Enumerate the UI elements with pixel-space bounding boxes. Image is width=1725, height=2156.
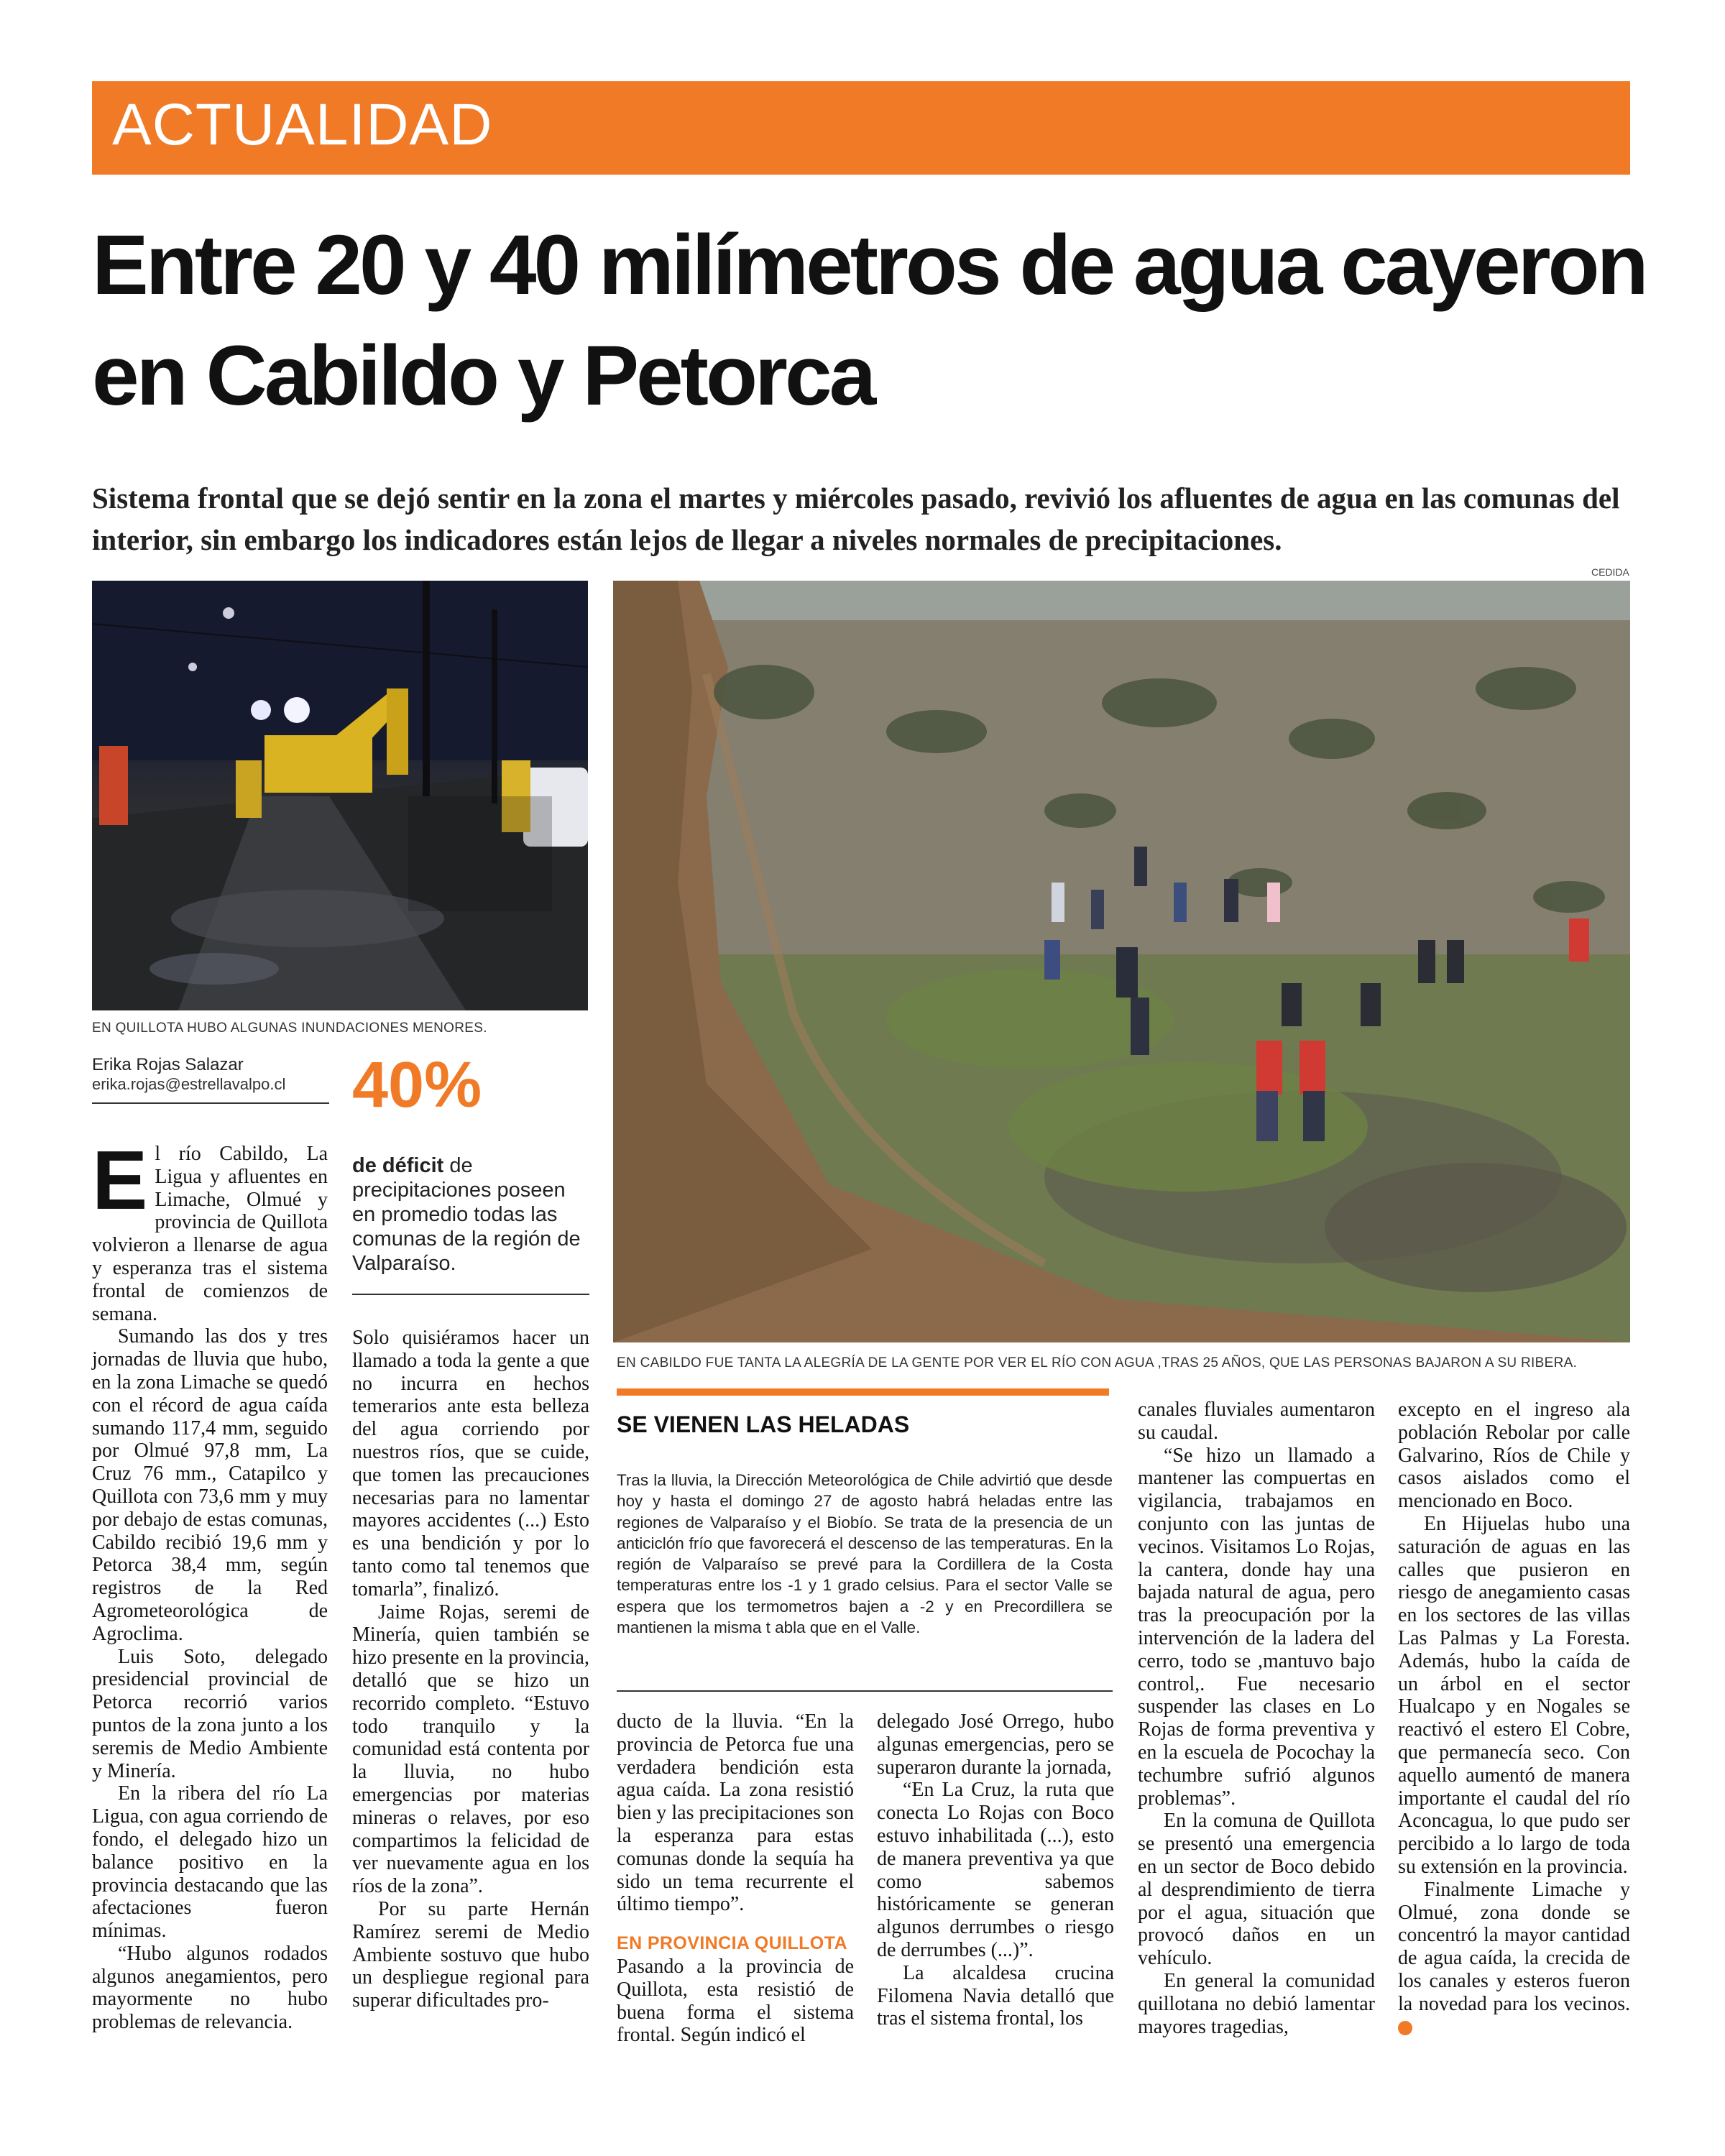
article-column-5 [1138, 1399, 1375, 2038]
subsection-heading [617, 1932, 854, 1955]
paragraph: En la ribera del río La Ligua, con agua corriendo de fondo, el delegado hizo un balance positivo en la provincia destacando que las afectaciones fueron mínimas. [92, 1782, 328, 1943]
photo-quillota-flooding [92, 581, 588, 1010]
stat-text: de precipitaciones poseen en promedio todas las comunas de la región de Valparaíso. [352, 1154, 581, 1275]
end-of-article-icon: + [1398, 2021, 1412, 2035]
paragraph: La alcaldesa crucina Filomena Navia detalló que tras el sistema frontal, los [877, 1961, 1114, 2030]
photo-cabildo-river [613, 581, 1630, 1342]
paragraph: “En La Cruz, la ruta que conecta Lo Rojas con Boco estuvo inhabilitada (...), esto de manera preventiva ya que como sabemos históricamente se generan algunos derrumbes o riesgo de derrumbes (...)”. [877, 1779, 1114, 1961]
paragraph: Solo quisiéramos hacer un llamado a toda la gente a que no incurra en hechos temerarios ante esta belleza del agua corriendo por nuestros ríos, que se cuide, que tomen las precauciones necesarias para no lamentar mayores accidentes (...) Esto es una bendición y por lo tanto como tal tenemos que tomarla”, finalizó. [352, 1327, 589, 1600]
author-email: erika.rojas@estrellavalpo.cl [92, 1075, 286, 1093]
photo-credit: CEDIDA [1591, 566, 1629, 578]
section-label: ACTUALIDAD [112, 92, 493, 157]
paragraph: En general la comunidad quillotana no debió lamentar mayores tragedias, [1138, 1969, 1375, 2038]
stat-divider [352, 1294, 589, 1295]
paragraph: Luis Soto, delegado presidencial provincial de Petorca recorrió varios puntos de la zona junto a los seremis de Medio Ambiente y Minería. [92, 1645, 328, 1782]
paragraph-text: Finalmente Limache y Olmué, zona donde se concentró la mayor cantidad de agua caída, la crecida de los canales y esteros fueron la novedad para los vecinos. [1398, 1878, 1630, 2015]
article-column-4 [877, 1710, 1114, 2030]
caption-quillota: EN QUILLOTA HUBO ALGUNAS INUNDACIONES MENORES. [92, 1021, 487, 1036]
photo-quillota-illustration [92, 581, 588, 1010]
article-column-3 [617, 1710, 854, 2047]
paragraph: excepto en el ingreso ala población Rebolar por calle Galvarino, Ríos de Chile y casos aislados como el mencionado en Boco. [1398, 1399, 1630, 1513]
box-divider [617, 1690, 1113, 1692]
paragraph [92, 1133, 328, 1325]
caption-cabildo: EN CABILDO FUE TANTA LA ALEGRÍA DE LA GENTE POR VER EL RÍO CON AGUA ,TRAS 25 AÑOS, QUE LAS PERSONAS BAJARON A SU RIBERA. [617, 1355, 1578, 1370]
paragraph: Pasando a la provincia de Quillota, esta resistió de buena forma el sistema frontal. Según indicó el [617, 1955, 854, 2047]
paragraph [1398, 1879, 1630, 2039]
box-accent-bar [617, 1388, 1109, 1396]
author-name: Erika Rojas Salazar [92, 1055, 244, 1074]
paragraph: Sumando las dos y tres jornadas de lluvia que hubo, en la zona Limache se quedó con el récord de agua caída sumando 117,4 mm, seguido por Olmué 97,8 mm, La Cruz 76 mm., Catapilco y Quillota con 73,6 mm y muy por debajo de estas comunas, Cabildo recibió 19,6 mm y Petorca 38,4 mm, según registros de la Red Agrometeorológica de Agroclima. [92, 1325, 328, 1645]
paragraph: “Se hizo un llamado a mantener las compuertas en vigilancia, trabajamos en conjunto con las juntas de vecinos. Visitamos Lo Rojas, la cantera, donde hay una bajada natural de agua, pero tras la preocupación por la intervención de la ladera del cerro, todo se ,mantuvo bajo control,. Fue necesario suspender las clases en Lo Rojas de forma preventiva y en la escuela de Pocochay la techumbre sufrió algunos problemas”. [1138, 1444, 1375, 1810]
byline-divider [92, 1102, 329, 1104]
stat-description [352, 1153, 582, 1276]
subhead: Sistema frontal que se dejó sentir en la zona el martes y miércoles pasado, revivió los afluentes de agua en las comunas del interior, sin embargo los indicadores están lejos de llegar a niveles normales de precipitaciones. [92, 482, 1620, 556]
paragraph: En Hijuelas hubo una saturación de aguas en las calles que pusieron en riesgo de anegamiento casas en los sectores de las villas Las Palmas y La Foresta. Además, hubo la caída de un árbol en el sector Hualcapo y en Nogales se reactivó el estero El Cobre, que permanecía seco. Con aquello aumentó de manera importante el caudal del río Aconcagua, lo que pudo ser percibido a lo largo de toda su extensión en la provincia. [1398, 1512, 1630, 1878]
section-band [92, 81, 1630, 175]
paragraph: ducto de la lluvia. “En la provincia de Petorca fue una verdadera bendición esta agua caída. La zona resistió bien y las precipitaciones son la esperanza para estas comunas donde la sequía ha sido un tema recurrente el último tiempo”. [617, 1710, 854, 1916]
article-column-1 [92, 1133, 328, 2034]
article-column-6 [1398, 1399, 1630, 2038]
article-column-2 [352, 1327, 589, 2012]
drop-cap: E [92, 1133, 148, 1227]
paragraph: En la comuna de Quillota se presentó una emergencia en un sector de Boco debido al desprendimiento de tierra por el agua, situación que provocó daños en un vehículo. [1138, 1810, 1375, 1970]
paragraph-text: l río Cabildo, La Ligua y afluentes en Limache, Olmué y provincia de Quillota volvieron a llenarse de agua y esperanza tras el sistema frontal de comienzos de semana. [92, 1143, 328, 1325]
paragraph: Por su parte Hernán Ramírez seremi de Medio Ambiente sostuvo que hubo un despliegue regional para superar dificultades pro- [352, 1897, 589, 2012]
paragraph: Jaime Rojas, seremi de Minería, quien también se hizo presente en la provincia, detalló que se hizo un recorrido completo. “Estuvo todo tranquilo y la comunidad está contenta por la lluvia, no hubo emergencias por materias mineras o relaves, por eso compartimos la felicidad de ver nuevamente agua en los ríos de la zona”. [352, 1600, 589, 1898]
box-title: SE VIENEN LAS HELADAS [617, 1411, 910, 1437]
stat-bold: de déficit [352, 1154, 444, 1177]
subsection-label: EN PROVINCIA QUILLOTA [617, 1933, 847, 1954]
paragraph: canales fluviales aumentaron su caudal. [1138, 1399, 1375, 1444]
paragraph: “Hubo algunos rodados algunos anegamientos, pero mayormente no hubo problemas de relevancia. [92, 1942, 328, 2034]
photo-cabildo-illustration [613, 581, 1630, 1342]
paragraph: delegado José Orrego, hubo algunas emergencias, pero se superaron durante la jornada, [877, 1710, 1114, 1779]
stat-number: 40% [352, 1049, 482, 1121]
box-text: Tras la lluvia, la Dirección Meteorológica de Chile advirtió que desde hoy y hasta el domingo 27 de agosto habrá heladas entre las regiones de Valparaíso y el Biobío. Se trata de la presencia de un anticiclón frío que favorecerá el descenso de las temperaturas. En la región de Valparaíso se prevé para la Cordillera de la Costa temperaturas entre los -1 y 1 grado celsius. Para el sector Valle se espera que los termometros bajen a -2 y en Precordillera se mantienen la misma t abla que en el Valle. [617, 1471, 1113, 1637]
headline: Entre 20 y 40 milímetros de agua cayeron en Cabildo y Petorca [92, 218, 1646, 423]
